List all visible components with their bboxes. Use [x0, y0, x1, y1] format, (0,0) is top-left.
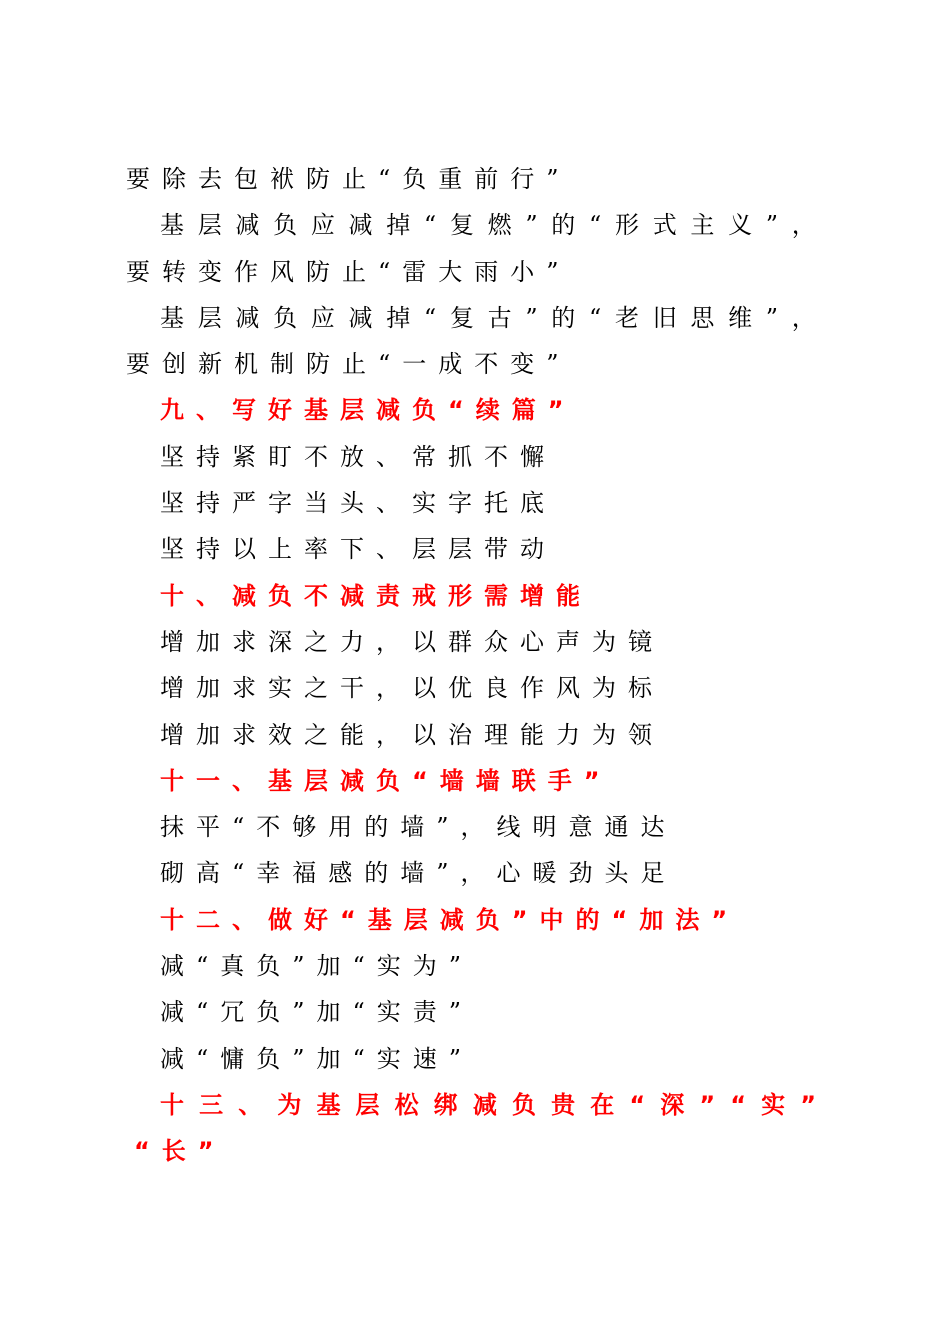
- text-line: 增加求实之干，以优良作风为标: [160, 674, 664, 703]
- justified-char: 复: [449, 303, 474, 332]
- document-body: [126, 156, 816, 1175]
- justified-char: 为: [277, 1090, 302, 1119]
- justified-char: 思: [690, 303, 715, 332]
- section-heading-12: 十二、做好“基层减负”中的“加法”: [160, 905, 740, 934]
- justified-char: ”: [765, 211, 779, 240]
- section-heading-10: 十、减负不减责戒形需增能: [160, 581, 592, 610]
- justified-char: ”: [699, 1090, 716, 1119]
- justified-char: 绑: [433, 1090, 458, 1119]
- justified-char: 古: [487, 303, 512, 332]
- justified-char: 基: [160, 211, 184, 240]
- justified-char: 十: [160, 1090, 184, 1119]
- justified-char: 应: [310, 303, 335, 332]
- justified-char: 减: [235, 211, 260, 240]
- justified-char: 层: [355, 1090, 380, 1119]
- text-line: 要创新机制防止“一成不变”: [126, 350, 571, 379]
- text-line: 坚持严字当头、实字托底: [160, 489, 556, 518]
- justified-char: 老: [614, 303, 639, 332]
- text-line: 抹平“不够用的墙”，线明意通达: [160, 813, 677, 842]
- text-line: 增加求深之力，以群众心声为镜: [160, 627, 664, 656]
- justified-char: ”: [765, 303, 779, 332]
- justified-char: 松: [394, 1090, 419, 1119]
- section-heading-13: [126, 1082, 816, 1128]
- justified-char: 负: [273, 211, 298, 240]
- justified-char: 减: [348, 303, 373, 332]
- section-heading-9: 九、写好基层减负“续篇”: [160, 396, 576, 425]
- justified-char: 基: [160, 303, 184, 332]
- justified-char: 负: [511, 1090, 536, 1119]
- text-line: 坚持紧盯不放、常抓不懈: [160, 442, 556, 471]
- text-line: 要除去包袱防止“负重前行”: [126, 165, 571, 193]
- justified-char: 旧: [652, 303, 677, 332]
- justified-char: 式: [652, 211, 677, 240]
- section-heading-13-continuation: “长”: [134, 1137, 226, 1166]
- justified-char: 减: [235, 303, 260, 332]
- justified-char: ”: [525, 303, 538, 332]
- justified-char: 掉: [386, 303, 411, 332]
- justified-char: 应: [310, 211, 335, 240]
- justified-char: 实: [761, 1090, 786, 1119]
- justified-char: 减: [472, 1090, 497, 1119]
- text-line: 要转变作风防止“雷大雨小”: [126, 257, 571, 286]
- justified-char: 的: [551, 303, 576, 332]
- text-line-justified: [126, 295, 816, 341]
- text-line-justified: [126, 202, 816, 248]
- justified-char: 掉: [386, 211, 411, 240]
- justified-char: 深: [660, 1090, 685, 1119]
- justified-char: 形: [614, 211, 639, 240]
- justified-char: “: [589, 211, 602, 240]
- justified-char: 的: [551, 211, 576, 240]
- justified-char: 三: [199, 1090, 224, 1119]
- justified-char: 层: [197, 211, 222, 240]
- justified-char: 、: [238, 1090, 263, 1119]
- justified-char: ，: [791, 211, 816, 240]
- justified-char: “: [589, 303, 602, 332]
- text-line: 减“真负”加“实为”: [160, 952, 474, 981]
- section-heading-11: 十一、基层减负“墙墙联手”: [160, 766, 612, 795]
- justified-char: ”: [800, 1090, 816, 1119]
- justified-char: ，: [791, 303, 816, 332]
- justified-char: 减: [348, 211, 373, 240]
- justified-char: “: [730, 1090, 746, 1119]
- justified-char: 负: [273, 303, 298, 332]
- justified-char: 主: [690, 211, 715, 240]
- justified-char: 层: [197, 303, 222, 332]
- justified-char: “: [423, 211, 437, 240]
- justified-char: 基: [316, 1090, 341, 1119]
- justified-char: “: [629, 1090, 646, 1119]
- text-line: 减“冗负”加“实责”: [160, 998, 474, 1027]
- justified-char: 复: [449, 211, 474, 240]
- justified-char: “: [423, 303, 437, 332]
- justified-char: 义: [728, 211, 753, 240]
- justified-char: ”: [525, 211, 538, 240]
- justified-char: 燃: [487, 211, 512, 240]
- text-line: 减“慵负”加“实速”: [160, 1044, 474, 1073]
- justified-char: 维: [728, 303, 753, 332]
- justified-char: 贵: [551, 1090, 576, 1119]
- justified-char: 在: [590, 1090, 615, 1119]
- text-line: 砌高“幸福感的墙”，心暖劲头足: [160, 859, 677, 888]
- text-line: 增加求效之能，以治理能力为领: [160, 720, 664, 749]
- text-line: 坚持以上率下、层层带动: [160, 535, 556, 564]
